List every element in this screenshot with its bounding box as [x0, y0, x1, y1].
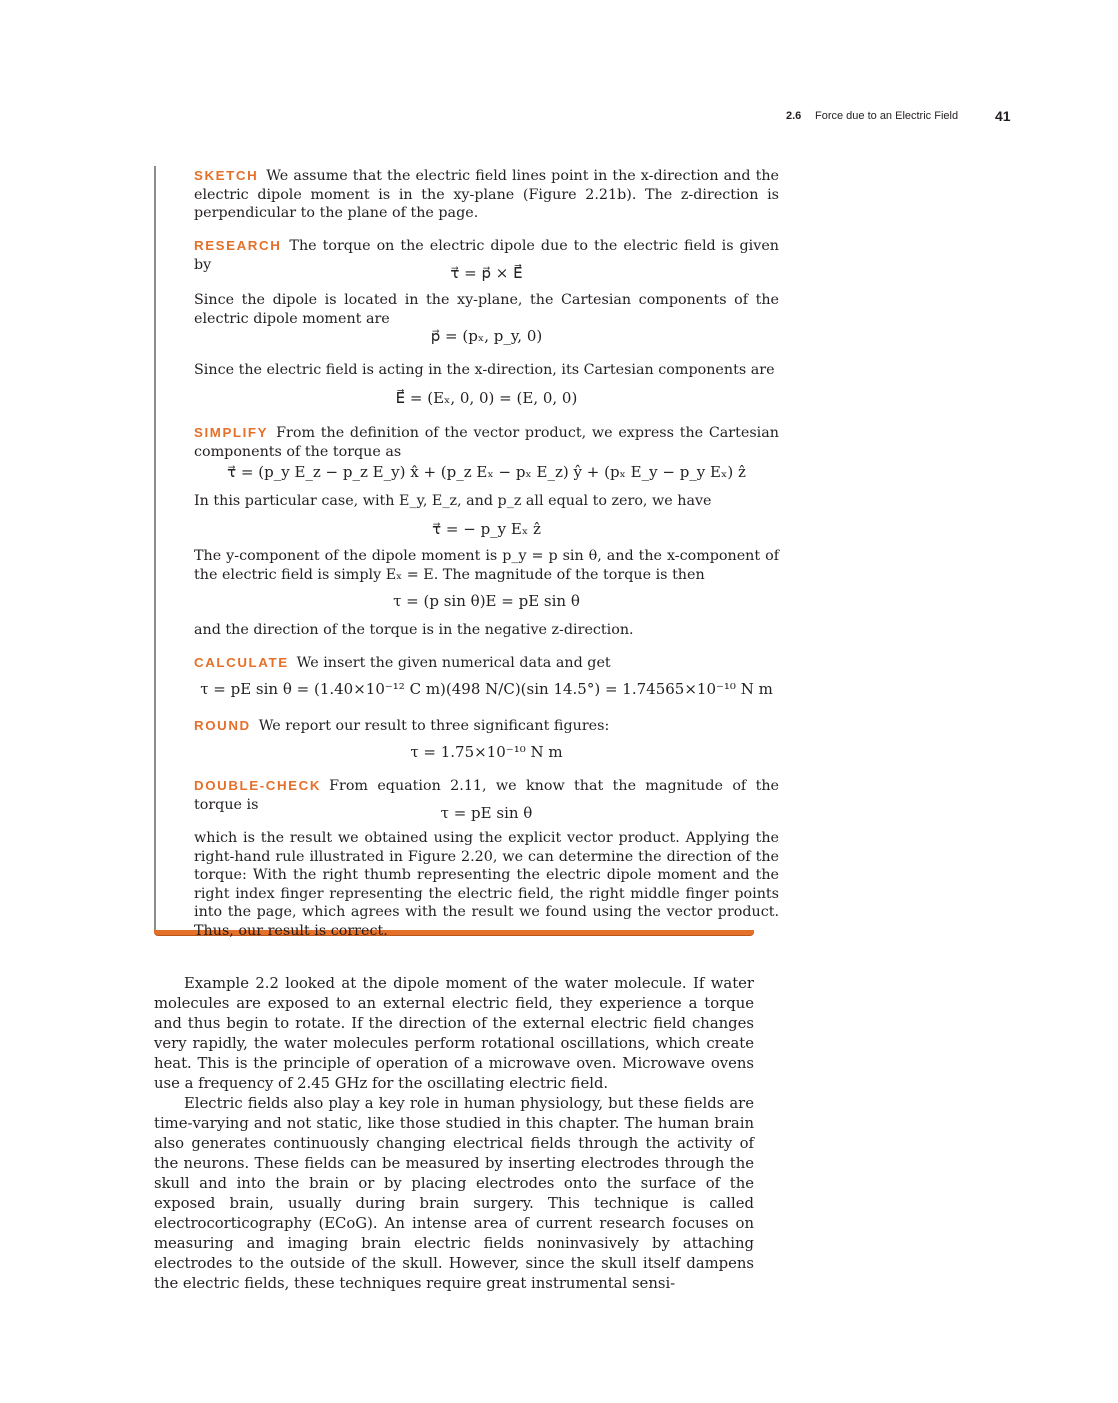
body-paragraph-1 [154, 974, 754, 1094]
simplify-text-3: The y-component of the dipole moment is p_y = p sin θ, and the x-component of the electric field is simply Eₓ = E. The magnitude of the torque is then [194, 548, 779, 583]
page-number: 41 [995, 108, 1011, 124]
calculate-paragraph [194, 654, 779, 673]
simplify-paragraph [194, 424, 779, 461]
section-number: 2.6 [786, 110, 802, 122]
double-check-label: DOUBLE-CHECK [194, 778, 322, 793]
sketch-text: We assume that the electric field lines point in the x-direction and the electric dipole moment is in the xy-plane (Figure 2.21b). The z-direction is perpendicular to the plane of the page. [194, 168, 779, 222]
equation-torque-components: τ⃗ = (p_y E_z − p_z E_y) x̂ + (p_z Eₓ − pₓ E_z) ŷ + (pₓ E_y − p_y Eₓ) ẑ [227, 463, 746, 481]
sketch-label: SKETCH [194, 168, 259, 183]
equation-torque-z: τ⃗ = − p_y Eₓ ẑ [432, 520, 541, 538]
round-paragraph [194, 717, 779, 736]
equation-calculation: τ = pE sin θ = (1.40×10⁻¹² C m)(498 N/C)(sin 14.5°) = 1.74565×10⁻¹⁰ N m [200, 680, 773, 698]
equation-torque-cross: τ⃗ = p⃗ × E⃗ [450, 264, 523, 282]
research-label: RESEARCH [194, 238, 282, 253]
double-check-text-2: which is the result we obtained using the explicit vector product. Applying the right-hand rule illustrated in Figure 2.20, we can determine the direction of the torque: With the right thumb representing the electric dipole moment and the right index finger representing the electric field, the right middle finger points into the page, which agrees with the result we found using the vector product. Thus, our result is correct. [194, 830, 779, 939]
round-label: ROUND [194, 718, 251, 733]
example-left-rule [154, 166, 156, 930]
simplify-label: SIMPLIFY [194, 425, 269, 440]
simplify-text: From the definition of the vector product, we express the Cartesian components of the torque as [194, 425, 779, 460]
double-check-text: From equation 2.11, we know that the magnitude of the torque is [194, 778, 779, 813]
body-paragraph-1-text: Example 2.2 looked at the dipole moment of the water molecule. If water molecules are exposed to an external electric field, they experience a torque and thus begin to rotate. If the direction of the external electric field changes very rapidly, the water molecules perform rotational oscillations, which create heat. This is the principle of operation of a microwave oven. Microwave ovens use a frequency of 2.45 GHz for the oscillating electric field. [154, 975, 754, 1092]
body-paragraph-2-text: Electric fields also play a key role in human physiology, but these fields are time-varying and not static, like those studied in this chapter. The human brain also generates continuously changing electrical fields through the activity of the neurons. These fields can be measured by inserting electrodes through the skull and into the brain or by placing electrodes onto the surface of the exposed brain, usually during brain surgery. This technique is called electrocorticography (ECoG). An intense area of current research focuses on measuring and imaging brain electric fields noninvasively by attaching electrodes to the outside of the skull. However, since the skull itself dampens the electric fields, these techniques require great instrumental sensi- [154, 1095, 754, 1292]
calculate-text: We insert the given numerical data and get [296, 655, 611, 671]
equation-dipole-components: p⃗ = (pₓ, p_y, 0) [430, 327, 543, 345]
simplify-text-2: In this particular case, with E_y, E_z, and p_z all equal to zero, we have [194, 493, 712, 509]
section-title: Force due to an Electric Field [815, 110, 959, 122]
sketch-paragraph [194, 167, 779, 223]
calculate-label: CALCULATE [194, 655, 289, 670]
body-paragraph-2 [154, 1094, 754, 1294]
simplify-text-4: and the direction of the torque is in the negative z-direction. [194, 622, 634, 638]
equation-rounded: τ = 1.75×10⁻¹⁰ N m [410, 743, 563, 761]
equation-torque-magnitude: τ = (p sin θ)E = pE sin θ [393, 592, 580, 610]
round-text: We report our result to three significant figures: [258, 718, 610, 734]
running-header [786, 108, 1012, 128]
equation-field-components: E⃗ = (Eₓ, 0, 0) = (E, 0, 0) [395, 389, 578, 407]
research-text: The torque on the electric dipole due to the electric field is given by [194, 238, 779, 273]
equation-double-check: τ = pE sin θ [440, 804, 533, 822]
research-text-2: Since the dipole is located in the xy-plane, the Cartesian components of the electric dipole moment are [194, 292, 779, 327]
research-text-3: Since the electric field is acting in the x-direction, its Cartesian components are [194, 362, 775, 378]
